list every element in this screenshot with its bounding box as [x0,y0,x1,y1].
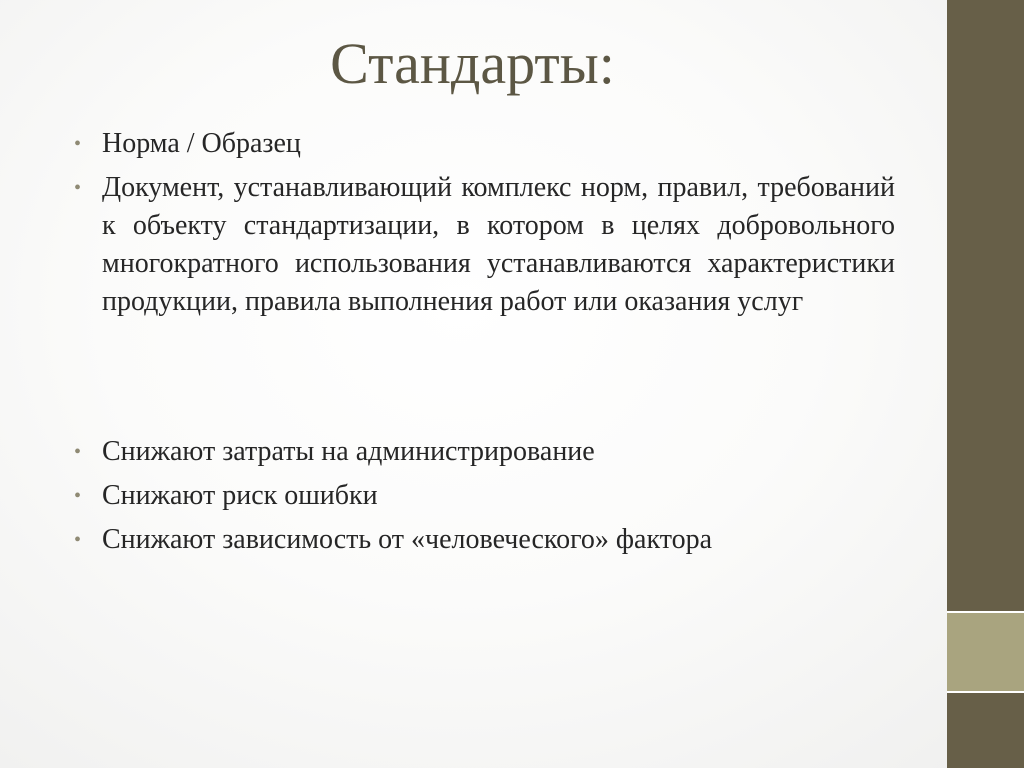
bullet-dot-icon: • [74,485,82,507]
bullet-text: Снижают риск ошибки [102,480,378,511]
bullet-text: Снижают зависимость от «человеческого» фактора [102,524,712,555]
bullet-dot-icon: • [74,529,82,551]
bullet-dot-icon: • [74,441,82,463]
bullet-item [72,521,895,559]
slide-title: Стандарты: [330,31,615,96]
bullet-dot-icon: • [74,133,82,155]
bullet-item [72,477,895,515]
bullet-text: Норма / Образец [102,128,301,159]
bullet-dot-icon: • [74,177,82,199]
sidebar-accent-block [947,613,1024,691]
bullet-text: Документ, устанавливающий комплекс норм, правил, требований к объекту стандартизации, в котором в целях добровольного многократного использования устанавливаются характеристики продукции, правила выполнения работ или оказания услуг [102,172,895,317]
bullet-list [72,125,895,559]
bullet-item [72,125,895,163]
bullet-text: Снижают затраты на администрирование [102,436,595,467]
bullet-item [72,433,895,471]
sidebar-divider-bottom [947,691,1024,693]
bullet-item [72,169,895,321]
